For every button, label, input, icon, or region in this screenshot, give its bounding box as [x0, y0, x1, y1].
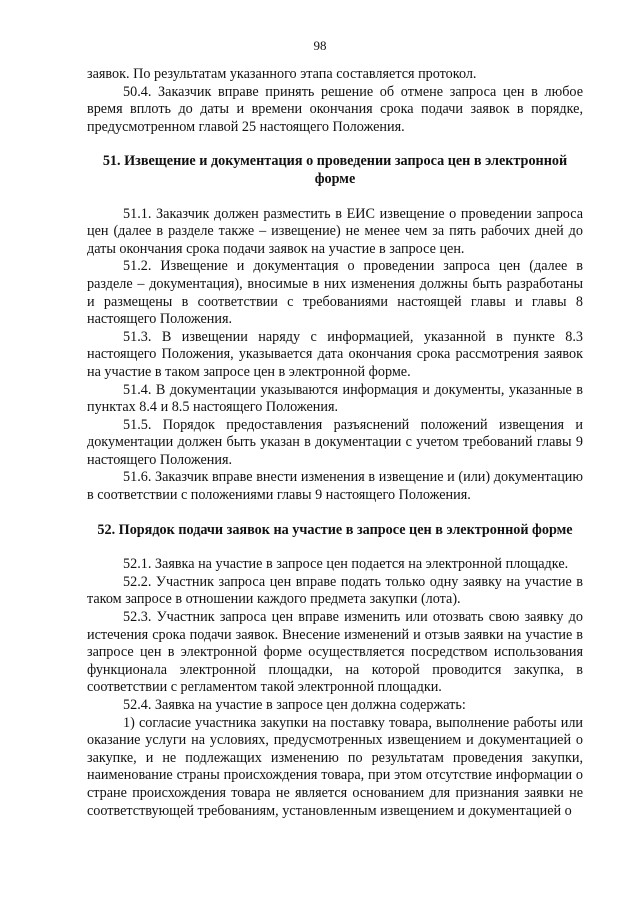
section-heading-52: 52. Порядок подачи заявок на участие в запросе цен в электронной форме [97, 521, 573, 538]
paragraph-51-4: 51.4. В документации указываются информация и документы, указанные в пунктах 8.4 и 8.5 настоящего Положения. [87, 381, 583, 416]
paragraph-51-3: 51.3. В извещении наряду с информацией, указанной в пункте 8.3 настоящего Положения, указывается дата окончания срока рассмотрения заявок на участие в таком запросе цен в электронной форме. [87, 328, 583, 380]
document-body [87, 66, 583, 820]
paragraph-51-5: 51.5. Порядок предоставления разъяснений положений извещения и документации должен быть указан в документации с учетом требований главы 9 настоящего Положения. [87, 416, 583, 468]
section-heading-51: 51. Извещение и документация о проведении запроса цен в электронной форме [102, 153, 568, 187]
paragraph-51-6: 51.6. Заказчик вправе внести изменения в извещение и (или) документацию в соответствии с положениями главы 9 настоящего Положения. [87, 469, 583, 504]
paragraph-52-4: 52.4. Заявка на участие в запросе цен должна содержать: [123, 697, 466, 713]
paragraph-51-2: 51.2. Извещение и документация о проведении запроса цен (далее в разделе – документация), вносимые в них изменения должны быть разработаны и размещены в соответствии с требованиями настоящей главы и главы 8 настоящего Положения. [87, 258, 583, 328]
page-number: 98 [313, 38, 327, 53]
paragraph-52-2: 52.2. Участник запроса цен вправе подать только одну заявку на участие в таком запросе в отношении каждого предмета закупки (лота). [87, 573, 583, 608]
paragraph-50-4: 50.4. Заказчик вправе принять решение об отмене запроса цен в любое время вплоть до даты и времени окончания срока подачи заявок в порядке, предусмотренном главой 25 настоящего Положения. [87, 83, 583, 135]
paragraph-52-1: 52.1. Заявка на участие в запросе цен подается на электронной площадке. [123, 556, 569, 573]
paragraph-51-1: 51.1. Заказчик должен разместить в ЕИС извещение о проведении запроса цен (далее в разделе также – извещение) не менее чем за пять рабочих дней до даты окончания срока подачи заявок на участие в запросе цен. [87, 205, 583, 257]
list-item-1: 1) согласие участника закупки на поставку товара, выполнение работы или оказание услуги на условиях, предусмотренных извещением и документацией о закупке, и не подлежащих изменению по результатам проведения закупки, наименование страны происхождения товара, при этом отсутствие информации о стране происхождения товара не является основанием для признания заявки не соответствующей требованиям, установленным извещением и документацией о [87, 714, 583, 819]
paragraph-continuation: заявок. По результатам указанного этапа составляется протокол. [87, 66, 477, 82]
paragraph-52-3: 52.3. Участник запроса цен вправе изменить или отозвать свою заявку до истечения срока подачи заявок. Внесение изменений и отзыв заявки на участие в запросе цен в электронной форме осуществляется посредством использования функционала электронной площадки, на которой проводится закупка, в соответствии с регламентом такой электронной площадки. [87, 609, 583, 696]
